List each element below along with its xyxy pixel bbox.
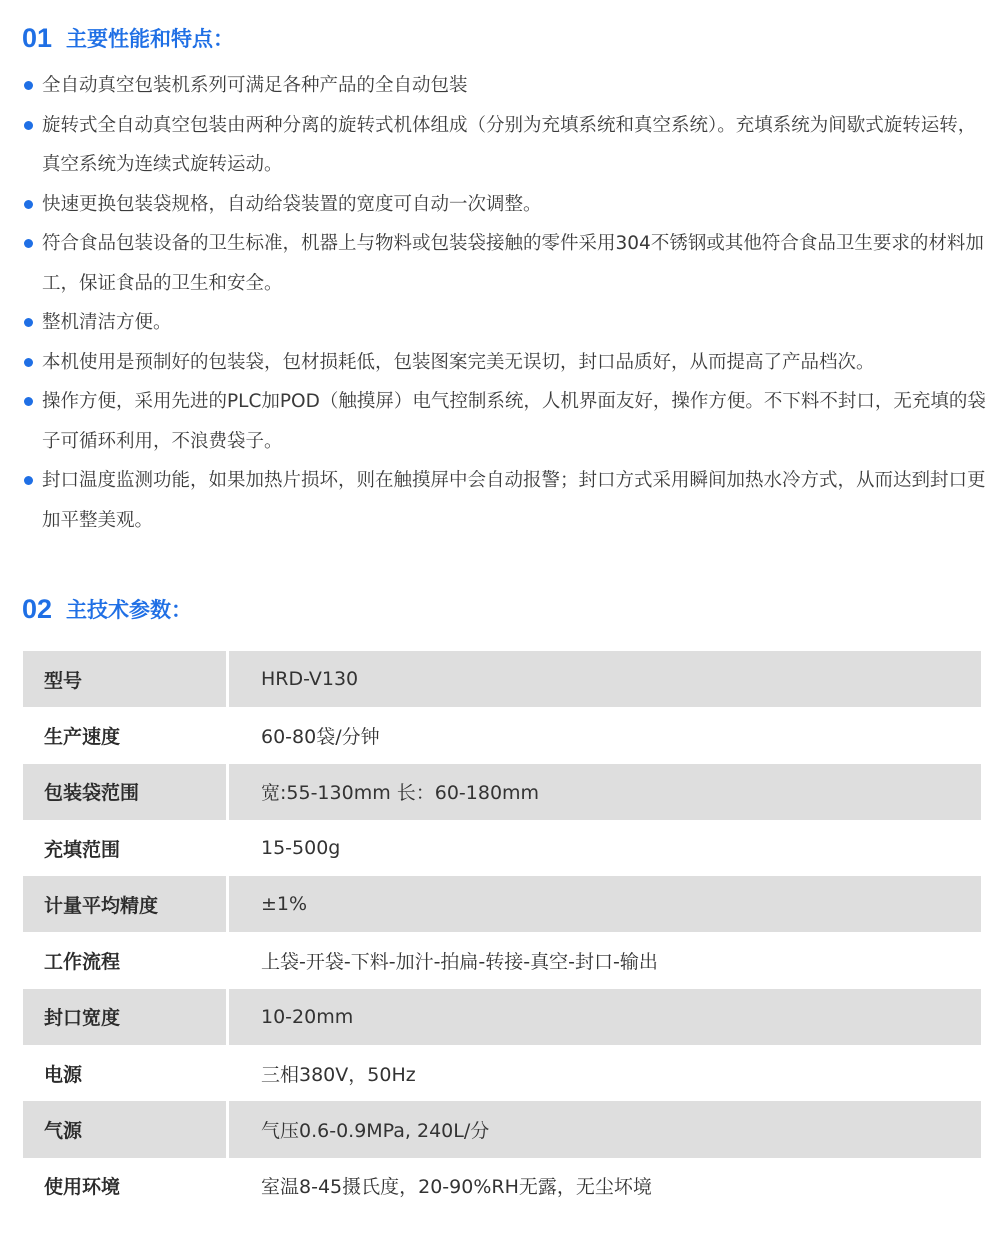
spec-value: 60-80袋/分钟 <box>229 707 981 763</box>
spec-value: 15-500g <box>229 820 981 876</box>
spec-label: 工作流程 <box>23 932 229 988</box>
spec-label: 生产速度 <box>23 707 229 763</box>
spec-label: 封口宽度 <box>23 989 229 1045</box>
spec-value: 气压0.6-0.9MPa, 240L/分 <box>229 1101 981 1157</box>
bullet-dot-icon <box>24 476 33 485</box>
section-title: 主技术参数： <box>66 598 193 622</box>
section-number: 01 <box>22 22 53 53</box>
feature-item: 整机清洁方便。 <box>22 303 994 343</box>
spec-row-workflow <box>23 932 981 988</box>
spec-row-seal-width <box>23 989 981 1045</box>
spec-row-environment <box>23 1158 981 1214</box>
spec-row-fill-range <box>23 820 981 876</box>
spec-row-accuracy <box>23 876 981 932</box>
spec-row-bag-range <box>23 764 981 820</box>
spec-row-model <box>23 651 981 707</box>
feature-item: 快速更换包装袋规格，自动给袋装置的宽度可自动一次调整。 <box>22 185 994 225</box>
spec-label: 气源 <box>23 1101 229 1157</box>
spec-label: 包装袋范围 <box>23 764 229 820</box>
spec-value: 室温8-45摄氏度，20-90%RH无露，无尘坏境 <box>229 1158 981 1214</box>
spec-label: 电源 <box>23 1045 229 1101</box>
feature-item: 旋转式全自动真空包装由两种分离的旋转式机体组成（分别为充填系统和真空系统）。充填系统为间歇式旋转运转，真空系统为连续式旋转运动。 <box>22 106 994 185</box>
section-heading-features <box>22 18 234 58</box>
bullet-dot-icon <box>24 358 33 367</box>
spec-value: ±1% <box>229 876 981 932</box>
spec-value: 上袋-开袋-下料-加汁-拍扁-转接-真空-封口-输出 <box>229 932 981 988</box>
spec-value: HRD-V130 <box>229 651 981 707</box>
bullet-dot-icon <box>24 200 33 209</box>
spec-row-speed <box>23 707 981 763</box>
spec-table <box>23 651 981 1214</box>
feature-list <box>22 66 994 540</box>
feature-item: 全自动真空包装机系列可满足各种产品的全自动包装 <box>22 66 994 106</box>
spec-row-power <box>23 1045 981 1101</box>
spec-value: 宽:55-130mm 长：60-180mm <box>229 764 981 820</box>
spec-row-air <box>23 1101 981 1157</box>
spec-label: 使用环境 <box>23 1158 229 1214</box>
feature-item: 本机使用是预制好的包装袋，包材损耗低，包装图案完美无误切，封口品质好，从而提高了产品档次。 <box>22 343 994 383</box>
bullet-dot-icon <box>24 239 33 248</box>
spec-label: 计量平均精度 <box>23 876 229 932</box>
spec-label: 充填范围 <box>23 820 229 876</box>
spec-value: 三相380V，50Hz <box>229 1045 981 1101</box>
section-heading-specs <box>22 589 192 629</box>
bullet-dot-icon <box>24 397 33 406</box>
section-number: 02 <box>22 593 53 624</box>
bullet-dot-icon <box>24 318 33 327</box>
bullet-dot-icon <box>24 81 33 90</box>
spec-label: 型号 <box>23 651 229 707</box>
feature-item: 符合食品包装设备的卫生标准，机器上与物料或包装袋接触的零件采用304不锈钢或其他符合食品卫生要求的材料加工，保证食品的卫生和安全。 <box>22 224 994 303</box>
feature-item: 操作方便，采用先进的PLC加POD（触摸屏）电气控制系统，人机界面友好，操作方便。不下料不封口，无充填的袋子可循环利用，不浪费袋子。 <box>22 382 994 461</box>
spec-value: 10-20mm <box>229 989 981 1045</box>
bullet-dot-icon <box>24 121 33 130</box>
feature-item: 封口温度监测功能，如果加热片损坏，则在触摸屏中会自动报警；封口方式采用瞬间加热水冷方式，从而达到封口更加平整美观。 <box>22 461 994 540</box>
section-title: 主要性能和特点： <box>66 27 235 51</box>
